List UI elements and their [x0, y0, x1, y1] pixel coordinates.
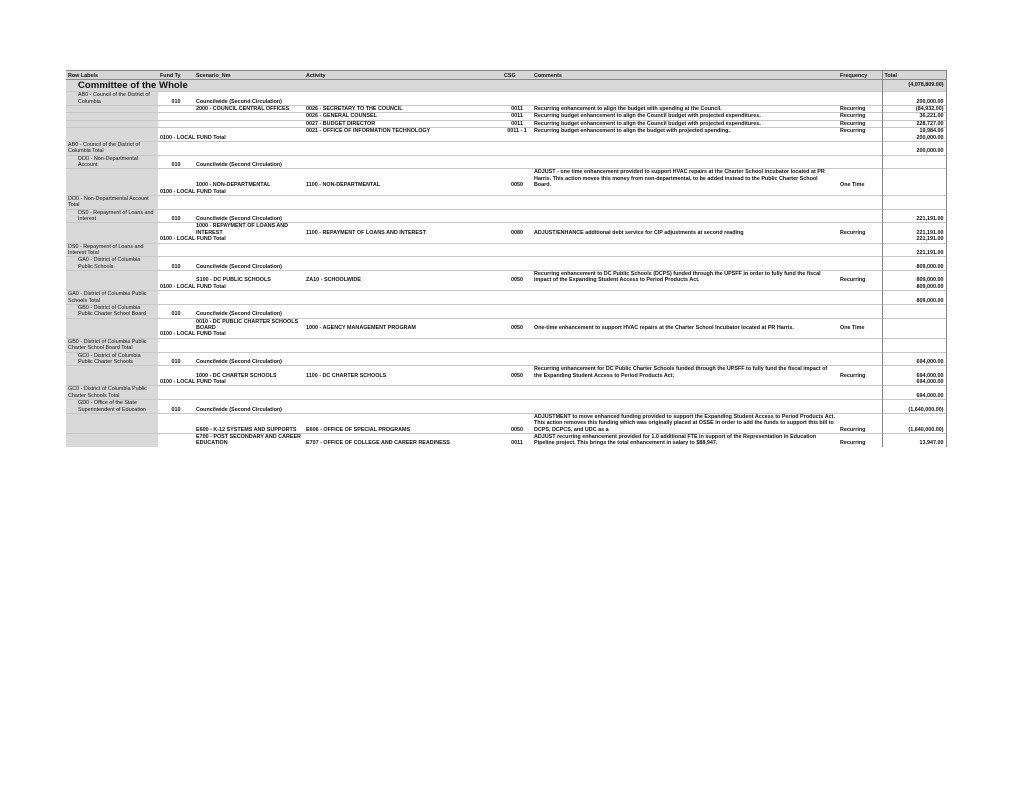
- comments-cell: [532, 189, 838, 196]
- activity-cell: E606 - OFFICE OF SPECIAL PROGRAMS: [304, 413, 502, 433]
- table-row: [66, 386, 946, 400]
- fund-type-cell: [158, 271, 194, 284]
- scenario-cell: [194, 141, 304, 155]
- fund-type-cell: [158, 291, 194, 305]
- total-cell: [882, 338, 946, 352]
- csg-cell: [502, 135, 532, 142]
- row-label: [66, 379, 158, 386]
- total-cell: 221,191.00: [882, 223, 946, 236]
- csg-cell: [502, 209, 532, 223]
- scenario-cell: Councilwide (Second Circulation): [194, 257, 304, 271]
- frequency-cell: [838, 92, 882, 106]
- activity-cell: [304, 291, 502, 305]
- frequency-cell: One Time: [838, 318, 882, 331]
- table-row: [66, 352, 946, 366]
- row-label: AB0 - Council of the District of Columbia Total: [66, 141, 158, 155]
- table-row: [66, 128, 946, 135]
- table-row: [66, 135, 946, 142]
- activity-cell: [304, 257, 502, 271]
- activity-cell: [304, 400, 502, 414]
- row-label: GA0 - District of Columbia Public Schools Total: [66, 291, 158, 305]
- frequency-cell: Recurring: [838, 413, 882, 433]
- frequency-cell: [838, 304, 882, 318]
- header-fund-type[interactable]: Fund Ty: [158, 71, 194, 80]
- row-label: GA0 - District of Columbia Public Schools: [66, 257, 158, 271]
- comments-cell: ADJUST - one time enhancement provided to support HVAC repairs at the Charter School incubator located at PR Harris. This action moves this money from non-departmental, to be added instead to the Public Charter School Board.: [532, 169, 838, 189]
- row-label: DO0 - Non-Departmental Account Total: [66, 195, 158, 209]
- comments-cell: Recurring budget enhancement to align the Council budget with projected expenditures.: [532, 113, 838, 120]
- frequency-cell: [838, 135, 882, 142]
- comments-cell: [532, 135, 838, 142]
- fund-type-cell: 0100 - LOCAL FUND Total: [160, 188, 226, 195]
- activity-cell: [304, 141, 502, 155]
- activity-cell: [304, 189, 502, 196]
- scenario-cell: Councilwide (Second Circulation): [194, 92, 304, 106]
- row-label: [66, 413, 158, 433]
- total-cell: 36,221.00: [882, 113, 946, 120]
- comments-cell: [532, 209, 838, 223]
- table-row: [66, 331, 946, 338]
- total-cell: [882, 331, 946, 338]
- row-label: [66, 236, 158, 243]
- row-label: GC0 - District of Columbia Public Charter Schools: [66, 352, 158, 366]
- total-cell: 200,000.00: [882, 92, 946, 106]
- comments-cell: Recurring enhancement to DC Public Schools (DCPS) funded through the UPSFF in order to fully fund the fiscal impact of the Expanding Student Access to Period Products Act.: [532, 271, 838, 284]
- total-cell: (84,932.00): [882, 106, 946, 113]
- comments-cell: [532, 400, 838, 414]
- committee-label: Committee of the Whole: [66, 80, 882, 92]
- frequency-cell: [838, 189, 882, 196]
- scenario-cell: [194, 243, 304, 257]
- comments-cell: [532, 284, 838, 291]
- total-cell: 694,000.00: [882, 386, 946, 400]
- total-cell: 809,000.00: [882, 257, 946, 271]
- row-label: [66, 331, 158, 338]
- fund-type-cell: 010: [158, 257, 194, 271]
- table-row: [66, 271, 946, 284]
- csg-cell: 0080: [502, 223, 532, 236]
- activity-cell: [304, 284, 502, 291]
- total-cell: 809,000.00: [882, 291, 946, 305]
- comments-cell: [532, 352, 838, 366]
- fund-type-cell: [158, 128, 194, 135]
- csg-cell: [502, 189, 532, 196]
- comments-cell: ADJUST recurring enhancement provided for 1.0 additional FTE in support of the Representation in Education Pipeline project. This brings the total enhancement in salary to $88,947.: [532, 434, 838, 447]
- activity-cell: 1000 - AGENCY MANAGEMENT PROGRAM: [304, 318, 502, 331]
- header-row: [66, 71, 946, 80]
- row-label: [66, 366, 158, 379]
- frequency-cell: [838, 352, 882, 366]
- header-csg[interactable]: CSG: [502, 71, 532, 80]
- fund-type-cell: 010: [158, 352, 194, 366]
- csg-cell: [502, 304, 532, 318]
- scenario-cell: 1000 - DC CHARTER SCHOOLS: [194, 366, 304, 379]
- frequency-cell: Recurring: [838, 271, 882, 284]
- fund-type-cell: [158, 195, 194, 209]
- fund-type-cell: [158, 338, 194, 352]
- csg-cell: [502, 155, 532, 169]
- comments-cell: [532, 304, 838, 318]
- total-cell: (1,640,000.00): [882, 400, 946, 414]
- total-cell: 694,000.00: [882, 366, 946, 379]
- scenario-cell: 1000 - REPAYMENT OF LOANS AND INTEREST: [194, 223, 304, 236]
- row-label: [66, 113, 158, 120]
- fund-type-cell: 010: [158, 155, 194, 169]
- table-row: [66, 169, 946, 189]
- activity-cell: [304, 338, 502, 352]
- csg-cell: [502, 257, 532, 271]
- total-cell: 200,000.00: [882, 141, 946, 155]
- row-label: [66, 318, 158, 331]
- frequency-cell: Recurring: [838, 120, 882, 127]
- table-body: [66, 80, 946, 447]
- frequency-cell: Recurring: [838, 113, 882, 120]
- activity-cell: 0027 - BUDGET DIRECTOR: [304, 120, 502, 127]
- table-row: [66, 366, 946, 379]
- fund-type-cell: [158, 243, 194, 257]
- frequency-cell: [838, 291, 882, 305]
- row-label: [66, 271, 158, 284]
- activity-cell: [304, 304, 502, 318]
- comments-cell: One-time enhancement to support HVAC repairs at the Charter School Incubator located at PR Harris.: [532, 318, 838, 331]
- activity-cell: [304, 236, 502, 243]
- total-cell: 809,000.00: [882, 284, 946, 291]
- scenario-cell: [194, 386, 304, 400]
- row-label: GB0 - District of Columbia Public Charter School Board Total: [66, 338, 158, 352]
- csg-cell: [502, 236, 532, 243]
- activity-cell: 1100 - DC CHARTER SCHOOLS: [304, 366, 502, 379]
- frequency-cell: Recurring: [838, 128, 882, 135]
- scenario-cell: [194, 128, 304, 135]
- csg-cell: [502, 195, 532, 209]
- fund-type-cell: [158, 120, 194, 127]
- fund-type-cell: 010: [158, 92, 194, 106]
- row-label: [66, 128, 158, 135]
- fund-type-cell: [158, 366, 194, 379]
- fund-type-cell: [158, 169, 194, 189]
- activity-cell: 1100 - REPAYMENT OF LOANS AND INTEREST: [304, 223, 502, 236]
- total-cell: 809,000.00: [882, 271, 946, 284]
- committee-total: (4,078,809.00): [882, 80, 946, 92]
- fund-type-cell: 0100 - LOCAL FUND Total: [160, 134, 226, 141]
- fund-type-cell: 010: [158, 400, 194, 414]
- fund-type-cell: [158, 141, 194, 155]
- csg-cell: [502, 141, 532, 155]
- fund-type-cell: 010: [158, 304, 194, 318]
- header-total[interactable]: Total: [882, 71, 946, 80]
- scenario-cell: [194, 195, 304, 209]
- comments-cell: [532, 386, 838, 400]
- scenario-cell: [194, 291, 304, 305]
- csg-cell: [502, 243, 532, 257]
- row-label: DS0 - Repayment of Loans and Interest Total: [66, 243, 158, 257]
- comments-cell: [532, 141, 838, 155]
- total-cell: [882, 189, 946, 196]
- table-row: [66, 155, 946, 169]
- frequency-cell: [838, 386, 882, 400]
- row-label: DS0 - Repayment of Loans and Interest: [66, 209, 158, 223]
- activity-cell: [304, 331, 502, 338]
- comments-cell: Recurring budget enhancement to align the Council budget with projected expenditures.: [532, 120, 838, 127]
- comments-cell: [532, 195, 838, 209]
- scenario-cell: Councilwide (Second Circulation): [194, 209, 304, 223]
- table-row: [66, 92, 946, 106]
- table-row: [66, 284, 946, 291]
- total-cell: 221,191.00: [882, 243, 946, 257]
- csg-cell: [502, 400, 532, 414]
- activity-cell: [304, 386, 502, 400]
- row-label: [66, 223, 158, 236]
- frequency-cell: [838, 338, 882, 352]
- activity-cell: [304, 135, 502, 142]
- header-row-labels[interactable]: Row Labels: [66, 71, 158, 80]
- comments-cell: [532, 155, 838, 169]
- table-row: [66, 243, 946, 257]
- frequency-cell: [838, 155, 882, 169]
- csg-cell: 0050: [502, 169, 532, 189]
- table-row: [66, 434, 946, 447]
- scenario-cell: 1000 - NON-DEPARTMENTAL: [194, 169, 304, 189]
- csg-cell: 0050: [502, 366, 532, 379]
- scenario-cell: [194, 113, 304, 120]
- csg-cell: 0011: [502, 434, 532, 447]
- csg-cell: 0011: [502, 113, 532, 120]
- row-label: [66, 169, 158, 189]
- frequency-cell: Recurring: [838, 366, 882, 379]
- csg-cell: [502, 379, 532, 386]
- scenario-cell: 2000 - COUNCIL CENTRAL OFFICES: [194, 106, 304, 113]
- committee-row: [66, 80, 946, 92]
- table-row: [66, 141, 946, 155]
- total-cell: 694,000.00: [882, 352, 946, 366]
- activity-cell: [304, 155, 502, 169]
- total-cell: (1,640,000.00): [882, 413, 946, 433]
- total-cell: [882, 318, 946, 331]
- frequency-cell: [838, 257, 882, 271]
- table-row: [66, 223, 946, 236]
- header-activity[interactable]: Activity: [304, 71, 502, 80]
- row-label: GC0 - District of Columbia Public Charter Schools Total: [66, 386, 158, 400]
- table-row: [66, 113, 946, 120]
- comments-cell: ADJUST/ENHANCE additional debt service for CIP adjustments at second reading: [532, 223, 838, 236]
- fund-type-cell: 0100 - LOCAL FUND Total: [160, 236, 226, 243]
- activity-cell: [304, 195, 502, 209]
- csg-cell: 0050: [502, 413, 532, 433]
- csg-cell: 0011: [502, 120, 532, 127]
- fund-type-cell: [158, 106, 194, 113]
- frequency-cell: [838, 209, 882, 223]
- total-cell: [882, 169, 946, 189]
- activity-cell: E707 - OFFICE OF COLLEGE AND CAREER READINESS: [304, 434, 502, 447]
- activity-cell: 0021 - OFFICE OF INFORMATION TECHNOLOGY: [304, 128, 502, 135]
- csg-cell: 0011: [502, 106, 532, 113]
- activity-cell: [304, 243, 502, 257]
- comments-cell: Recurring enhancement for DC Public Charter Schools funded through the UPSFF to fully fund the fiscal impact of the Expanding Student Access to Period Products Act.: [532, 366, 838, 379]
- table-row: [66, 106, 946, 113]
- frequency-cell: [838, 331, 882, 338]
- csg-cell: 0050: [502, 318, 532, 331]
- activity-cell: [304, 352, 502, 366]
- fund-type-cell: 010: [158, 209, 194, 223]
- comments-cell: [532, 338, 838, 352]
- pivot-table-sheet: [66, 70, 946, 447]
- comments-cell: [532, 236, 838, 243]
- fund-type-cell: [158, 318, 194, 331]
- csg-cell: 0050: [502, 271, 532, 284]
- fund-type-cell: [158, 223, 194, 236]
- fund-type-cell: [158, 434, 194, 447]
- frequency-cell: Recurring: [838, 223, 882, 236]
- frequency-cell: [838, 195, 882, 209]
- row-label: GD0 - Office of the State Superintendent of Education: [66, 400, 158, 414]
- scenario-cell: [194, 120, 304, 127]
- comments-cell: [532, 257, 838, 271]
- table-row: [66, 236, 946, 243]
- csg-cell: [502, 352, 532, 366]
- frequency-cell: [838, 236, 882, 243]
- activity-cell: 0026 - GENERAL COUNSEL: [304, 113, 502, 120]
- frequency-cell: [838, 141, 882, 155]
- scenario-cell: E700 - POST SECONDARY AND CAREER EDUCATION: [194, 434, 304, 447]
- scenario-cell: Councilwide (Second Circulation): [194, 304, 304, 318]
- activity-cell: [304, 92, 502, 106]
- comments-cell: Recurring budget enhancement to align the budget with projected spending.: [532, 128, 838, 135]
- total-cell: 228,727.00: [882, 120, 946, 127]
- total-cell: [882, 304, 946, 318]
- table-row: [66, 304, 946, 318]
- scenario-cell: Councilwide (Second Circulation): [194, 352, 304, 366]
- row-label: [66, 106, 158, 113]
- table-row: [66, 189, 946, 196]
- header-frequency[interactable]: Frequency: [838, 71, 882, 80]
- comments-cell: ADJUSTMENT to move enhanced funding provided to support the Expanding Student Access to Period Products Act. This action removes this funding which was originally placed at OSSE in order to add the funds to support this bill to DCPS, DCPCS, and UDC as a: [532, 413, 838, 433]
- frequency-cell: [838, 243, 882, 257]
- csg-cell: [502, 291, 532, 305]
- comments-cell: [532, 379, 838, 386]
- total-cell: 13,947.00: [882, 434, 946, 447]
- comments-cell: [532, 331, 838, 338]
- scenario-cell: [194, 338, 304, 352]
- pivot-table: [66, 70, 947, 447]
- row-label: [66, 284, 158, 291]
- table-row: [66, 291, 946, 305]
- row-label: DO0 - Non-Departmental Account: [66, 155, 158, 169]
- row-label: [66, 434, 158, 447]
- comments-cell: [532, 291, 838, 305]
- scenario-cell: 0010 - DC PUBLIC CHARTER SCHOOLS BOARD: [194, 318, 304, 331]
- total-cell: 221,191.00: [882, 209, 946, 223]
- fund-type-cell: 0100 - LOCAL FUND Total: [160, 331, 226, 338]
- frequency-cell: Recurring: [838, 434, 882, 447]
- comments-cell: [532, 243, 838, 257]
- csg-cell: [502, 386, 532, 400]
- frequency-cell: [838, 284, 882, 291]
- scenario-cell: Councilwide (Second Circulation): [194, 400, 304, 414]
- frequency-cell: One Time: [838, 169, 882, 189]
- row-label: AB0 - Council of the District of Columbia: [66, 92, 158, 106]
- csg-cell: [502, 284, 532, 291]
- comments-cell: [532, 92, 838, 106]
- activity-cell: [304, 379, 502, 386]
- scenario-cell: S100 - DC PUBLIC SCHOOLS: [194, 271, 304, 284]
- fund-type-cell: 0100 - LOCAL FUND Total: [160, 379, 226, 386]
- scenario-cell: Councilwide (Second Circulation): [194, 155, 304, 169]
- total-cell: 694,000.00: [882, 379, 946, 386]
- table-row: [66, 338, 946, 352]
- fund-type-cell: [158, 413, 194, 433]
- table-row: [66, 257, 946, 271]
- csg-cell: 0011 - 1: [502, 128, 532, 135]
- frequency-cell: Recurring: [838, 106, 882, 113]
- frequency-cell: [838, 400, 882, 414]
- fund-type-cell: [158, 386, 194, 400]
- table-row: [66, 120, 946, 127]
- csg-cell: [502, 331, 532, 338]
- total-cell: [882, 155, 946, 169]
- total-cell: 200,000.00: [882, 135, 946, 142]
- csg-cell: [502, 338, 532, 352]
- scenario-cell: E600 - K-12 SYSTEMS AND SUPPORTS: [194, 413, 304, 433]
- row-label: [66, 189, 158, 196]
- fund-type-cell: 0100 - LOCAL FUND Total: [160, 283, 226, 290]
- header-comments[interactable]: Comments: [532, 71, 838, 80]
- row-label: [66, 120, 158, 127]
- comments-cell: Recurring enhancement to align the budget with spending at the Council.: [532, 106, 838, 113]
- frequency-cell: [838, 379, 882, 386]
- table-row: [66, 318, 946, 331]
- table-row: [66, 195, 946, 209]
- activity-cell: 1100 - NON-DEPARTMENTAL: [304, 169, 502, 189]
- total-cell: 19,984.00: [882, 128, 946, 135]
- row-label: GB0 - District of Columbia Public Charter School Board: [66, 304, 158, 318]
- row-label: [66, 135, 158, 142]
- table-row: [66, 379, 946, 386]
- activity-cell: 0026 - SECRETARY TO THE COUNCIL: [304, 106, 502, 113]
- table-row: [66, 209, 946, 223]
- fund-type-cell: [158, 113, 194, 120]
- header-scenario[interactable]: Scenario_Nm: [194, 71, 304, 80]
- csg-cell: [502, 92, 532, 106]
- activity-cell: ZA10 - SCHOOLWIDE: [304, 271, 502, 284]
- total-cell: 221,191.00: [882, 236, 946, 243]
- activity-cell: [304, 209, 502, 223]
- table-row: [66, 400, 946, 414]
- total-cell: [882, 195, 946, 209]
- table-row: [66, 413, 946, 433]
